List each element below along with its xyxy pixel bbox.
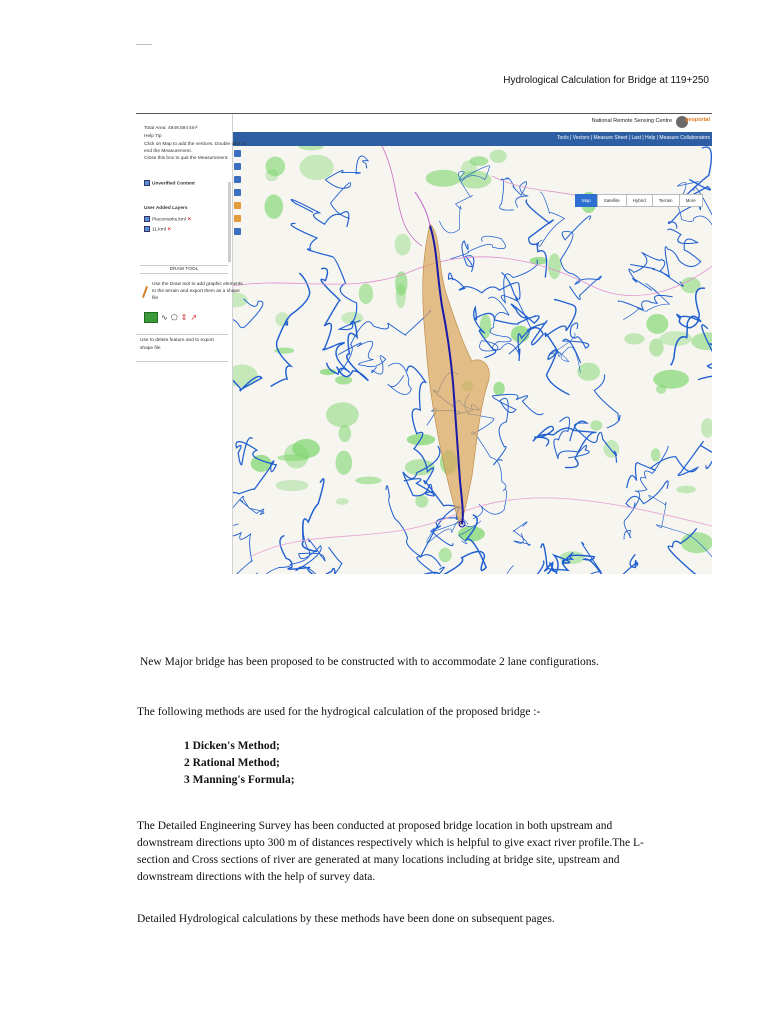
draw-tool-title: DRAW TOOL — [140, 265, 228, 274]
draw-line: file — [152, 296, 159, 301]
draw-line: Use the Draw tool to add graphic elements — [152, 282, 243, 287]
remove-icon[interactable]: ✕ — [167, 227, 172, 233]
delete-icon[interactable]: ⇕ — [180, 313, 188, 322]
tip-line: Close this box to quit the Measurement. — [144, 156, 229, 161]
survey-line: downstream directions with the help of survey data. — [137, 871, 376, 883]
intro-paragraph: New Major bridge has been proposed to be constructed with to accommodate 2 lane configurations. — [140, 656, 599, 668]
hint-line: Use to delete feature and to export — [140, 338, 214, 343]
checkbox-icon[interactable] — [144, 216, 150, 222]
tip-line: end the Measurement. — [144, 149, 192, 154]
hint-box — [136, 334, 228, 362]
draw-icon[interactable] — [234, 215, 241, 222]
hint-line: shape file — [140, 346, 161, 351]
org-name: National Remote Sensing Centre — [591, 118, 672, 124]
river-basin-map — [232, 146, 712, 574]
layers-icon[interactable] — [234, 202, 241, 209]
survey-paragraph — [137, 818, 697, 886]
page-header-title: Hydrological Calculation for Bridge at 119+250 — [503, 75, 709, 86]
layer-item[interactable]: Placemarks.kml ✕ — [144, 216, 191, 223]
method-item: 1 Dicken's Method; — [184, 740, 280, 752]
map-type-tabs — [576, 194, 703, 207]
side-panel — [136, 114, 247, 574]
print-icon[interactable] — [234, 228, 241, 235]
map-tab-satellite[interactable]: Satellite — [597, 194, 627, 207]
tip-line: Click on Map to add the vertices. Double click to — [144, 142, 247, 147]
measure-icon[interactable] — [234, 189, 241, 196]
help-tip-heading: Help Tip — [144, 134, 162, 139]
map-tab-hybrid[interactable]: Hybrid — [626, 194, 653, 207]
map-canvas — [232, 146, 712, 574]
geoportal-logo: geoportal — [684, 117, 710, 123]
map-screenshot — [136, 114, 712, 574]
survey-line: The Detailed Engineering Survey has been conducted at proposed bridge location in both upstream and — [137, 820, 613, 832]
pan-icon[interactable] — [234, 150, 241, 157]
map-tab-map[interactable]: Map — [575, 194, 598, 207]
draw-line: to the terrain and export them as a shape — [152, 289, 240, 294]
panel-scrollbar[interactable] — [228, 182, 231, 262]
remove-icon[interactable]: ✕ — [187, 217, 192, 223]
method-item: 2 Rational Method; — [184, 757, 280, 769]
map-tab-terrain[interactable]: Terrain — [652, 194, 680, 207]
map-toolbar — [232, 132, 712, 146]
draw-tool-row — [144, 312, 197, 323]
header-mark — [136, 44, 152, 45]
closing-paragraph: Detailed Hydrological calculations by these methods have been done on subsequent pages. — [137, 913, 555, 925]
layer-item[interactable]: 11.kml ✕ — [144, 226, 171, 233]
polygon-icon[interactable]: ⬠ — [170, 313, 178, 322]
pencil-icon — [142, 286, 148, 298]
user-layers-heading: User Added Layers — [144, 206, 188, 211]
total-area: Total Area: 4949,594 km² — [144, 126, 198, 131]
zoom-controls — [234, 150, 244, 241]
methods-intro: The following methods are used for the hydrogical calculation of the proposed bridge :- — [137, 706, 541, 718]
zoom-in-icon[interactable] — [234, 163, 241, 170]
method-item: 3 Manning's Formula; — [184, 774, 295, 786]
checkbox-icon[interactable] — [144, 180, 150, 186]
survey-line: downstream directions upto 300 m of distances respectively which is helpful to give exact river profile.The L- — [137, 837, 644, 849]
map-tab-more[interactable]: More — [679, 194, 703, 207]
polyline-icon[interactable]: ∿ — [161, 313, 168, 322]
export-icon[interactable]: ↗ — [190, 313, 198, 322]
point-tool-button[interactable] — [144, 312, 158, 323]
survey-line: section and Cross sections of river are generated at many locations including at bridge site, upstream and — [137, 854, 620, 866]
checkbox-icon[interactable] — [144, 226, 150, 232]
zoom-out-icon[interactable] — [234, 176, 241, 183]
unverified-content[interactable]: Unverified Content — [144, 180, 195, 187]
toolbar-links[interactable]: Tools | Vectors | Measure Sheet | Last | Help | Measure Collaborators — [557, 135, 710, 141]
